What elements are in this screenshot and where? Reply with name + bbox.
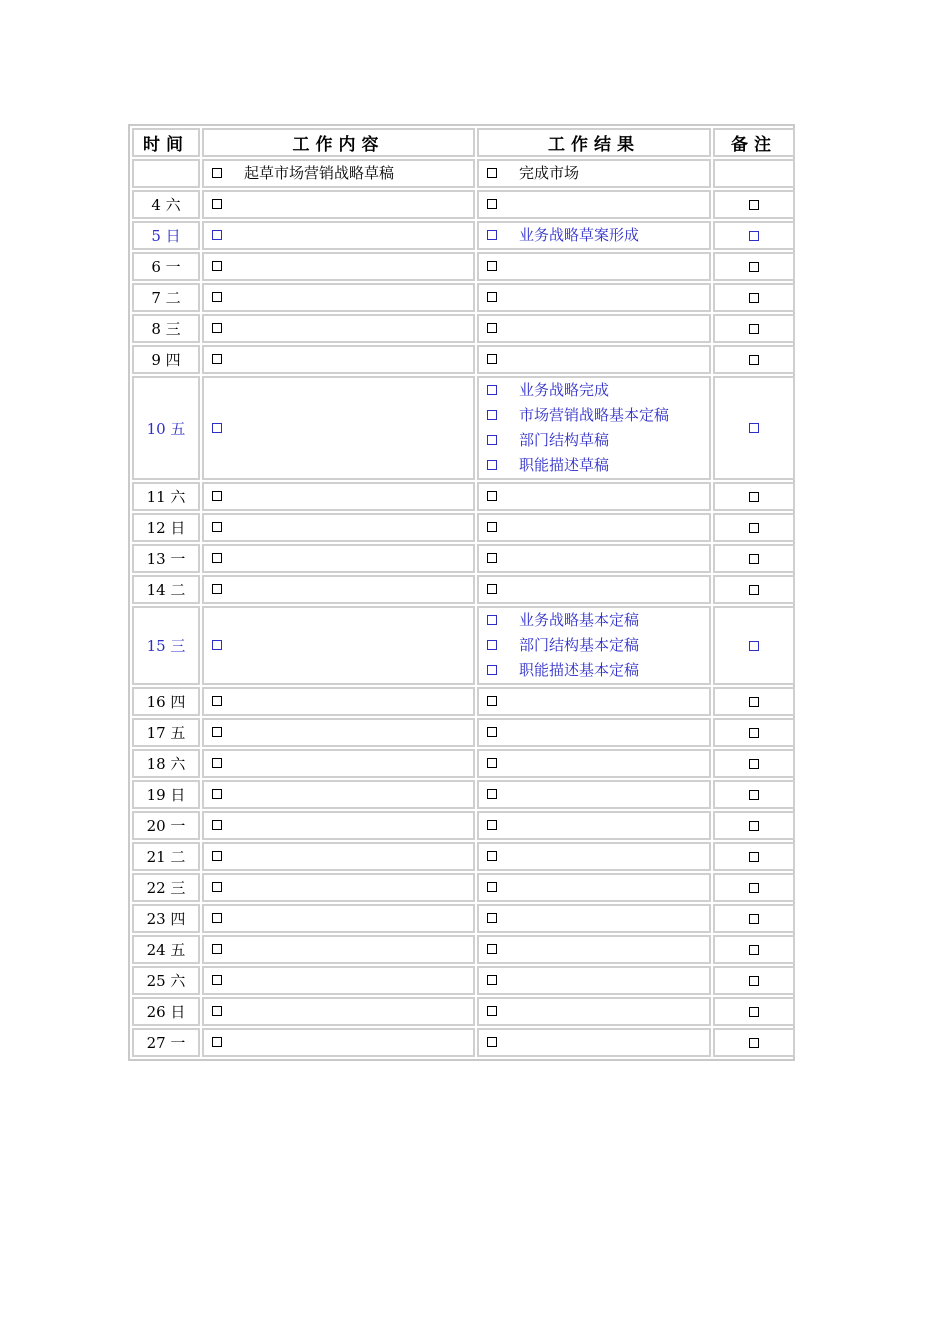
- note-cell: [713, 314, 795, 343]
- checkbox-icon[interactable]: [749, 523, 759, 533]
- content-cell: [202, 904, 475, 933]
- result-cell: [477, 1028, 711, 1057]
- checkbox-icon[interactable]: [487, 944, 497, 954]
- checklist-line: [210, 577, 467, 602]
- checkbox-icon[interactable]: [487, 199, 497, 209]
- checklist-text: 职能描述基本定稿: [519, 661, 640, 679]
- checklist-line: [210, 347, 467, 372]
- checklist-line: [210, 223, 467, 248]
- checklist-line: [210, 782, 467, 807]
- date-cell: 6 一: [132, 252, 200, 281]
- result-cell: [477, 314, 711, 343]
- date-cell: 8 三: [132, 314, 200, 343]
- checkbox-icon[interactable]: [487, 230, 497, 240]
- checkbox-icon[interactable]: [749, 554, 759, 564]
- checkbox-icon[interactable]: [487, 522, 497, 532]
- checkbox-icon[interactable]: [749, 492, 759, 502]
- checkbox-icon[interactable]: [487, 820, 497, 830]
- schedule-body: [132, 159, 795, 1057]
- date-cell: 13 一: [132, 544, 200, 573]
- header-content: 工作内容: [202, 128, 475, 157]
- checklist-line: [485, 633, 703, 658]
- checkbox-icon[interactable]: [487, 696, 497, 706]
- content-cell: [202, 935, 475, 964]
- content-cell: [202, 345, 475, 374]
- checklist-line: [485, 751, 703, 776]
- checklist-line: [485, 906, 703, 931]
- checkbox-icon[interactable]: [749, 585, 759, 595]
- content-cell: [202, 221, 475, 250]
- table-row: [132, 190, 795, 219]
- checklist-line: [210, 416, 467, 441]
- checklist-line: [210, 316, 467, 341]
- content-cell: [202, 283, 475, 312]
- note-cell: [713, 997, 795, 1026]
- result-cell: [477, 513, 711, 542]
- checkbox-icon[interactable]: [212, 640, 222, 650]
- table-row: [132, 811, 795, 840]
- checkbox-icon[interactable]: [749, 355, 759, 365]
- checkbox-icon[interactable]: [212, 292, 222, 302]
- checkbox-icon[interactable]: [212, 423, 222, 433]
- checkbox-icon[interactable]: [212, 789, 222, 799]
- schedule-table-wrapper: [128, 124, 795, 1061]
- content-cell: [202, 376, 475, 480]
- result-cell: [477, 221, 711, 250]
- checklist-line: [485, 316, 703, 341]
- table-row: [132, 687, 795, 716]
- table-row: [132, 842, 795, 871]
- checkbox-icon[interactable]: [212, 1006, 222, 1016]
- content-cell: [202, 966, 475, 995]
- checklist-line: [485, 577, 703, 602]
- checkbox-icon[interactable]: [487, 354, 497, 364]
- checklist-line: [485, 347, 703, 372]
- table-row: [132, 966, 795, 995]
- checkbox-icon[interactable]: [212, 696, 222, 706]
- checklist-line: [210, 844, 467, 869]
- content-cell: [202, 811, 475, 840]
- table-row: [132, 749, 795, 778]
- checkbox-icon[interactable]: [749, 324, 759, 334]
- result-cell: [477, 811, 711, 840]
- checklist-line: [485, 515, 703, 540]
- checklist-line: [485, 223, 703, 248]
- result-cell: [477, 283, 711, 312]
- checklist-text: 市场营销战略基本定稿: [519, 406, 670, 424]
- result-cell: [477, 873, 711, 902]
- checklist-line: [485, 403, 703, 428]
- checkbox-icon[interactable]: [487, 727, 497, 737]
- table-row: [132, 513, 795, 542]
- checkbox-icon[interactable]: [487, 975, 497, 985]
- date-cell: 18 六: [132, 749, 200, 778]
- note-cell: [713, 482, 795, 511]
- checklist-line: [485, 875, 703, 900]
- content-cell: [202, 842, 475, 871]
- schedule-table: [130, 126, 797, 1059]
- checkbox-icon[interactable]: [487, 851, 497, 861]
- table-row: [132, 935, 795, 964]
- date-cell: 27 一: [132, 1028, 200, 1057]
- date-cell: 23 四: [132, 904, 200, 933]
- table-row: [132, 376, 795, 480]
- date-cell: 10 五: [132, 376, 200, 480]
- checklist-line: [210, 546, 467, 571]
- checklist-line: [210, 484, 467, 509]
- result-cell: [477, 749, 711, 778]
- result-cell: [477, 544, 711, 573]
- note-cell: [713, 252, 795, 281]
- content-cell: [202, 687, 475, 716]
- checkbox-icon[interactable]: [749, 262, 759, 272]
- table-row: [132, 606, 795, 685]
- checklist-line: [485, 720, 703, 745]
- checkbox-icon[interactable]: [212, 323, 222, 333]
- date-cell: 7 二: [132, 283, 200, 312]
- table-row: [132, 252, 795, 281]
- table-row: [132, 780, 795, 809]
- result-cell: [477, 482, 711, 511]
- note-cell: [713, 190, 795, 219]
- checkbox-icon[interactable]: [212, 553, 222, 563]
- content-cell: [202, 159, 475, 188]
- result-cell: [477, 904, 711, 933]
- content-cell: [202, 513, 475, 542]
- result-cell: [477, 687, 711, 716]
- note-cell: [713, 811, 795, 840]
- checkbox-icon[interactable]: [487, 758, 497, 768]
- checkbox-icon[interactable]: [749, 945, 759, 955]
- checklist-line: [485, 689, 703, 714]
- checklist-text: 完成市场: [519, 164, 580, 182]
- note-cell: [713, 345, 795, 374]
- date-cell: 22 三: [132, 873, 200, 902]
- note-cell: [713, 935, 795, 964]
- checklist-line: [210, 285, 467, 310]
- date-cell: 14 二: [132, 575, 200, 604]
- checkbox-icon[interactable]: [212, 230, 222, 240]
- checkbox-icon[interactable]: [487, 491, 497, 501]
- table-row: [132, 283, 795, 312]
- table-row: [132, 221, 795, 250]
- note-cell: [713, 780, 795, 809]
- checklist-line: [485, 937, 703, 962]
- checkbox-icon[interactable]: [749, 1038, 759, 1048]
- note-cell: [713, 718, 795, 747]
- checkbox-icon[interactable]: [749, 231, 759, 241]
- result-cell: [477, 190, 711, 219]
- checkbox-icon[interactable]: [749, 759, 759, 769]
- checkbox-icon[interactable]: [749, 914, 759, 924]
- table-row: [132, 904, 795, 933]
- checklist-line: [210, 875, 467, 900]
- note-cell: [713, 221, 795, 250]
- checkbox-icon[interactable]: [487, 385, 497, 395]
- date-cell: [132, 159, 200, 188]
- checkbox-icon[interactable]: [487, 1037, 497, 1047]
- note-cell: [713, 283, 795, 312]
- checkbox-icon[interactable]: [749, 200, 759, 210]
- checklist-line: [485, 428, 703, 453]
- checkbox-icon[interactable]: [212, 913, 222, 923]
- content-cell: [202, 606, 475, 685]
- content-cell: [202, 997, 475, 1026]
- content-cell: [202, 749, 475, 778]
- result-cell: [477, 966, 711, 995]
- checkbox-icon[interactable]: [749, 821, 759, 831]
- checklist-line: [485, 608, 703, 633]
- checkbox-icon[interactable]: [212, 851, 222, 861]
- content-cell: [202, 482, 475, 511]
- date-cell: 17 五: [132, 718, 200, 747]
- note-cell: [713, 575, 795, 604]
- note-cell: [713, 966, 795, 995]
- note-cell: [713, 842, 795, 871]
- table-row: [132, 1028, 795, 1057]
- checkbox-icon[interactable]: [749, 852, 759, 862]
- checkbox-icon[interactable]: [212, 820, 222, 830]
- table-row: [132, 159, 795, 188]
- header-result: 工作结果: [477, 128, 711, 157]
- checkbox-icon[interactable]: [487, 913, 497, 923]
- checklist-line: [485, 378, 703, 403]
- checkbox-icon[interactable]: [749, 728, 759, 738]
- table-row: [132, 314, 795, 343]
- checkbox-icon[interactable]: [212, 491, 222, 501]
- checklist-text: 起草市场营销战略草稿: [244, 164, 395, 182]
- checklist-line: [210, 254, 467, 279]
- table-row: [132, 997, 795, 1026]
- date-cell: 11 六: [132, 482, 200, 511]
- checkbox-icon[interactable]: [212, 727, 222, 737]
- checkbox-icon[interactable]: [487, 789, 497, 799]
- table-row: [132, 718, 795, 747]
- checklist-line: [485, 161, 703, 186]
- content-cell: [202, 575, 475, 604]
- checklist-line: [485, 484, 703, 509]
- date-cell: 26 日: [132, 997, 200, 1026]
- table-row: [132, 482, 795, 511]
- checklist-line: [210, 192, 467, 217]
- checkbox-icon[interactable]: [212, 944, 222, 954]
- checklist-line: [210, 689, 467, 714]
- checkbox-icon[interactable]: [749, 790, 759, 800]
- date-cell: 19 日: [132, 780, 200, 809]
- date-cell: 24 五: [132, 935, 200, 964]
- table-row: [132, 345, 795, 374]
- date-cell: 5 日: [132, 221, 200, 250]
- checklist-line: [485, 453, 703, 478]
- checkbox-icon[interactable]: [212, 261, 222, 271]
- checkbox-icon[interactable]: [212, 354, 222, 364]
- checkbox-icon[interactable]: [749, 697, 759, 707]
- table-row: [132, 575, 795, 604]
- checkbox-icon[interactable]: [487, 435, 497, 445]
- checklist-line: [485, 813, 703, 838]
- checkbox-icon[interactable]: [487, 460, 497, 470]
- checklist-line: [210, 999, 467, 1024]
- checkbox-icon[interactable]: [487, 615, 497, 625]
- checklist-line: [210, 937, 467, 962]
- note-cell: [713, 904, 795, 933]
- date-cell: 20 一: [132, 811, 200, 840]
- checklist-line: [485, 254, 703, 279]
- result-cell: [477, 842, 711, 871]
- checkbox-icon[interactable]: [487, 1006, 497, 1016]
- table-row: [132, 873, 795, 902]
- checklist-text: 部门结构基本定稿: [519, 636, 640, 654]
- checklist-line: [485, 192, 703, 217]
- checkbox-icon[interactable]: [212, 199, 222, 209]
- checkbox-icon[interactable]: [487, 640, 497, 650]
- note-cell: [713, 544, 795, 573]
- result-cell: [477, 252, 711, 281]
- checkbox-icon[interactable]: [212, 882, 222, 892]
- checklist-line: [210, 633, 467, 658]
- checkbox-icon[interactable]: [749, 423, 759, 433]
- note-cell: [713, 159, 795, 188]
- checkbox-icon[interactable]: [487, 882, 497, 892]
- checklist-line: [210, 751, 467, 776]
- content-cell: [202, 190, 475, 219]
- header-row: [132, 128, 795, 157]
- checkbox-icon[interactable]: [487, 665, 497, 675]
- result-cell: [477, 376, 711, 480]
- checkbox-icon[interactable]: [212, 1037, 222, 1047]
- checklist-line: [210, 968, 467, 993]
- checklist-line: [210, 813, 467, 838]
- checklist-text: 业务战略草案形成: [519, 226, 640, 244]
- result-cell: [477, 718, 711, 747]
- checkbox-icon[interactable]: [487, 261, 497, 271]
- checkbox-icon[interactable]: [212, 522, 222, 532]
- checkbox-icon[interactable]: [487, 553, 497, 563]
- checklist-text: 业务战略基本定稿: [519, 611, 640, 629]
- table-row: [132, 544, 795, 573]
- checkbox-icon[interactable]: [749, 976, 759, 986]
- result-cell: [477, 935, 711, 964]
- date-cell: 12 日: [132, 513, 200, 542]
- content-cell: [202, 252, 475, 281]
- checklist-text: 业务战略完成: [519, 381, 610, 399]
- checkbox-icon[interactable]: [749, 883, 759, 893]
- checkbox-icon[interactable]: [212, 758, 222, 768]
- checkbox-icon[interactable]: [212, 975, 222, 985]
- checklist-text: 部门结构草稿: [519, 431, 610, 449]
- checkbox-icon[interactable]: [487, 323, 497, 333]
- date-cell: 15 三: [132, 606, 200, 685]
- checkbox-icon[interactable]: [487, 410, 497, 420]
- checkbox-icon[interactable]: [749, 1007, 759, 1017]
- checklist-line: [485, 546, 703, 571]
- checklist-line: [485, 1030, 703, 1055]
- content-cell: [202, 544, 475, 573]
- note-cell: [713, 376, 795, 480]
- checklist-line: [485, 968, 703, 993]
- checkbox-icon[interactable]: [749, 293, 759, 303]
- note-cell: [713, 606, 795, 685]
- result-cell: [477, 159, 711, 188]
- checkbox-icon[interactable]: [487, 168, 497, 178]
- content-cell: [202, 1028, 475, 1057]
- result-cell: [477, 345, 711, 374]
- result-cell: [477, 575, 711, 604]
- checklist-line: [210, 1030, 467, 1055]
- note-cell: [713, 749, 795, 778]
- content-cell: [202, 873, 475, 902]
- content-cell: [202, 780, 475, 809]
- checklist-line: [210, 720, 467, 745]
- content-cell: [202, 718, 475, 747]
- checkbox-icon[interactable]: [212, 168, 222, 178]
- date-cell: 4 六: [132, 190, 200, 219]
- result-cell: [477, 997, 711, 1026]
- note-cell: [713, 873, 795, 902]
- checklist-line: [210, 906, 467, 931]
- date-cell: 25 六: [132, 966, 200, 995]
- date-cell: 21 二: [132, 842, 200, 871]
- checklist-line: [485, 782, 703, 807]
- note-cell: [713, 513, 795, 542]
- checklist-line: [210, 161, 467, 186]
- result-cell: [477, 780, 711, 809]
- checklist-line: [210, 515, 467, 540]
- checkbox-icon[interactable]: [749, 641, 759, 651]
- note-cell: [713, 687, 795, 716]
- note-cell: [713, 1028, 795, 1057]
- checkbox-icon[interactable]: [487, 292, 497, 302]
- header-note: 备注: [713, 128, 795, 157]
- date-cell: 9 四: [132, 345, 200, 374]
- checkbox-icon[interactable]: [212, 584, 222, 594]
- checklist-text: 职能描述草稿: [519, 456, 610, 474]
- content-cell: [202, 314, 475, 343]
- date-cell: 16 四: [132, 687, 200, 716]
- checklist-line: [485, 844, 703, 869]
- header-time: 时间: [132, 128, 200, 157]
- checkbox-icon[interactable]: [487, 584, 497, 594]
- checklist-line: [485, 999, 703, 1024]
- result-cell: [477, 606, 711, 685]
- checklist-line: [485, 658, 703, 683]
- checklist-line: [485, 285, 703, 310]
